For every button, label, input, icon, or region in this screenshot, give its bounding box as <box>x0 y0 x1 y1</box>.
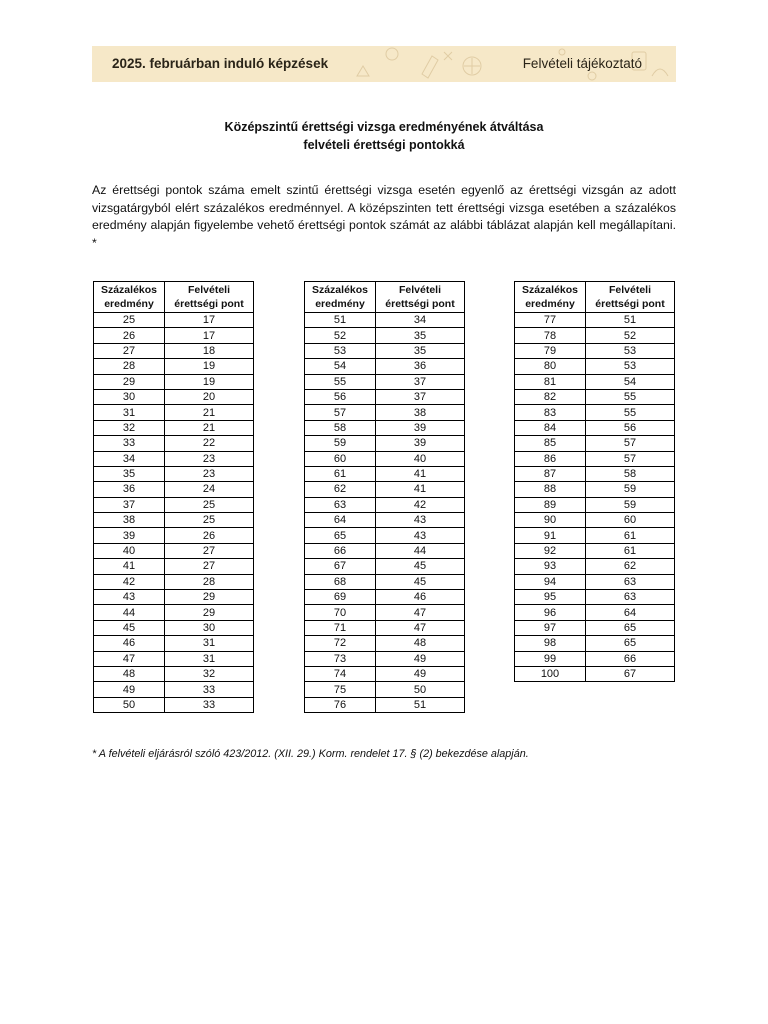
percent-cell: 43 <box>94 590 165 605</box>
table-row <box>515 513 675 528</box>
table-row <box>94 513 254 528</box>
table-row <box>305 328 465 343</box>
table-row <box>94 605 254 620</box>
points-cell: 31 <box>165 636 254 651</box>
points-cell: 21 <box>165 420 254 435</box>
points-cell: 63 <box>586 574 675 589</box>
table-row <box>94 682 254 697</box>
table-row <box>515 482 675 497</box>
percent-cell: 36 <box>94 482 165 497</box>
percent-cell: 49 <box>94 682 165 697</box>
table-row <box>515 420 675 435</box>
percent-cell: 95 <box>515 590 586 605</box>
points-cell: 43 <box>376 513 465 528</box>
points-cell: 17 <box>165 328 254 343</box>
points-cell: 48 <box>376 636 465 651</box>
points-cell: 19 <box>165 374 254 389</box>
table-row <box>94 389 254 404</box>
points-cell: 42 <box>376 497 465 512</box>
points-cell: 33 <box>165 682 254 697</box>
percent-cell: 92 <box>515 543 586 558</box>
table-row <box>94 343 254 358</box>
points-cell: 53 <box>586 343 675 358</box>
percent-cell: 57 <box>305 405 376 420</box>
percent-header-line2: eredmény <box>525 298 575 310</box>
percent-cell: 32 <box>94 420 165 435</box>
percent-cell: 38 <box>94 513 165 528</box>
table-row <box>94 590 254 605</box>
percent-header <box>305 282 376 313</box>
points-cell: 23 <box>165 451 254 466</box>
page-title-line1: Középszintű érettségi vizsga eredményének átváltása <box>224 120 544 134</box>
table-row <box>94 497 254 512</box>
percent-cell: 75 <box>305 682 376 697</box>
points-cell: 65 <box>586 620 675 635</box>
percent-header-line1: Százalékos <box>311 284 369 296</box>
points-cell: 49 <box>376 651 465 666</box>
table-row <box>515 466 675 481</box>
points-cell: 60 <box>586 513 675 528</box>
table-row <box>94 574 254 589</box>
points-header-line2: érettségi pont <box>174 298 244 310</box>
percent-cell: 65 <box>305 528 376 543</box>
points-cell: 18 <box>165 343 254 358</box>
table-row <box>305 451 465 466</box>
table-row <box>94 359 254 374</box>
points-cell: 64 <box>586 605 675 620</box>
table-row <box>515 528 675 543</box>
header-banner <box>92 46 676 82</box>
intro-paragraph: Az érettségi pontok száma emelt szintű érettségi vizsga esetén egyenlő az érettségi vizsgán az adott vizsgatárgyból elért százalékos eredménnyel. A középszinten tett érettségi vizsga esetében a százalékos eredmény alapján figyelembe vehető érettségi pontok számát az alábbi táblázat alapján kell megállapítani. * <box>92 183 676 250</box>
table-row <box>94 374 254 389</box>
table-row <box>94 651 254 666</box>
points-header-line2: érettségi pont <box>385 298 455 310</box>
table-row <box>94 436 254 451</box>
points-header <box>165 282 254 313</box>
table-row <box>515 651 675 666</box>
table-row <box>515 343 675 358</box>
percent-cell: 44 <box>94 605 165 620</box>
table-row <box>515 359 675 374</box>
table-row <box>515 405 675 420</box>
table-row <box>515 590 675 605</box>
points-cell: 33 <box>165 697 254 712</box>
footnote: * A felvételi eljárásról szóló 423/2012. (XII. 29.) Korm. rendelet 17. § (2) bekezdése alapján. <box>92 748 529 760</box>
table-row <box>305 559 465 574</box>
points-cell: 32 <box>165 666 254 681</box>
table-row <box>94 451 254 466</box>
percent-cell: 81 <box>515 374 586 389</box>
conversion-table-2 <box>304 281 465 713</box>
points-header <box>586 282 675 313</box>
percent-cell: 77 <box>515 313 586 328</box>
percent-cell: 35 <box>94 466 165 481</box>
percent-cell: 27 <box>94 343 165 358</box>
percent-cell: 71 <box>305 620 376 635</box>
table-row <box>305 697 465 712</box>
percent-cell: 61 <box>305 466 376 481</box>
percent-cell: 50 <box>94 697 165 712</box>
percent-cell: 82 <box>515 389 586 404</box>
points-cell: 47 <box>376 605 465 620</box>
table-row <box>94 420 254 435</box>
percent-cell: 45 <box>94 620 165 635</box>
points-cell: 19 <box>165 359 254 374</box>
percent-cell: 39 <box>94 528 165 543</box>
table-row <box>94 666 254 681</box>
points-cell: 43 <box>376 528 465 543</box>
points-cell: 17 <box>165 313 254 328</box>
points-cell: 52 <box>586 328 675 343</box>
table-row <box>515 574 675 589</box>
points-cell: 35 <box>376 328 465 343</box>
points-cell: 29 <box>165 590 254 605</box>
points-cell: 57 <box>586 436 675 451</box>
table-row <box>305 313 465 328</box>
percent-header-line1: Százalékos <box>100 284 158 296</box>
percent-cell: 72 <box>305 636 376 651</box>
table-row <box>305 636 465 651</box>
percent-cell: 70 <box>305 605 376 620</box>
percent-cell: 52 <box>305 328 376 343</box>
table-row <box>305 666 465 681</box>
points-cell: 59 <box>586 482 675 497</box>
table-row <box>515 374 675 389</box>
table-row <box>305 497 465 512</box>
percent-cell: 37 <box>94 497 165 512</box>
percent-cell: 99 <box>515 651 586 666</box>
percent-cell: 89 <box>515 497 586 512</box>
table-row <box>515 313 675 328</box>
table-row <box>305 543 465 558</box>
percent-cell: 64 <box>305 513 376 528</box>
percent-cell: 54 <box>305 359 376 374</box>
points-cell: 26 <box>165 528 254 543</box>
points-cell: 36 <box>376 359 465 374</box>
points-cell: 44 <box>376 543 465 558</box>
points-cell: 41 <box>376 466 465 481</box>
percent-cell: 73 <box>305 651 376 666</box>
points-cell: 67 <box>586 666 675 681</box>
points-cell: 38 <box>376 405 465 420</box>
percent-cell: 94 <box>515 574 586 589</box>
points-cell: 31 <box>165 651 254 666</box>
table-row <box>305 605 465 620</box>
points-cell: 39 <box>376 436 465 451</box>
points-cell: 53 <box>586 359 675 374</box>
table-row <box>515 543 675 558</box>
percent-cell: 93 <box>515 559 586 574</box>
table-row <box>515 389 675 404</box>
points-cell: 54 <box>586 374 675 389</box>
table-row <box>305 359 465 374</box>
table-row <box>94 405 254 420</box>
table-header-row <box>515 282 675 313</box>
table-row <box>94 313 254 328</box>
table-row <box>94 697 254 712</box>
table-header-row <box>94 282 254 313</box>
percent-cell: 80 <box>515 359 586 374</box>
table-row <box>305 436 465 451</box>
points-cell: 45 <box>376 574 465 589</box>
percent-cell: 87 <box>515 466 586 481</box>
table-row <box>94 328 254 343</box>
points-cell: 25 <box>165 497 254 512</box>
percent-header <box>515 282 586 313</box>
percent-cell: 28 <box>94 359 165 374</box>
table-row <box>305 343 465 358</box>
points-cell: 37 <box>376 374 465 389</box>
points-cell: 40 <box>376 451 465 466</box>
percent-cell: 30 <box>94 389 165 404</box>
percent-cell: 66 <box>305 543 376 558</box>
percent-cell: 88 <box>515 482 586 497</box>
points-cell: 51 <box>376 697 465 712</box>
table-row <box>305 420 465 435</box>
points-cell: 66 <box>586 651 675 666</box>
table-row <box>305 405 465 420</box>
table-row <box>305 513 465 528</box>
table-row <box>305 389 465 404</box>
percent-cell: 76 <box>305 697 376 712</box>
percent-cell: 47 <box>94 651 165 666</box>
table-row <box>94 636 254 651</box>
points-cell: 59 <box>586 497 675 512</box>
percent-cell: 97 <box>515 620 586 635</box>
points-cell: 37 <box>376 389 465 404</box>
percent-cell: 62 <box>305 482 376 497</box>
conversion-table-1 <box>93 281 254 713</box>
points-cell: 39 <box>376 420 465 435</box>
points-cell: 20 <box>165 389 254 404</box>
table-row <box>305 574 465 589</box>
conversion-table-3 <box>514 281 675 682</box>
percent-cell: 74 <box>305 666 376 681</box>
table-row <box>94 559 254 574</box>
points-cell: 27 <box>165 543 254 558</box>
percent-cell: 55 <box>305 374 376 389</box>
points-cell: 61 <box>586 543 675 558</box>
percent-cell: 63 <box>305 497 376 512</box>
table-row <box>515 451 675 466</box>
points-cell: 30 <box>165 620 254 635</box>
percent-cell: 56 <box>305 389 376 404</box>
table-row <box>305 590 465 605</box>
percent-cell: 67 <box>305 559 376 574</box>
table-row <box>305 528 465 543</box>
percent-cell: 86 <box>515 451 586 466</box>
percent-cell: 68 <box>305 574 376 589</box>
table-row <box>515 636 675 651</box>
percent-cell: 53 <box>305 343 376 358</box>
table-row <box>305 466 465 481</box>
points-cell: 25 <box>165 513 254 528</box>
table-row <box>94 543 254 558</box>
table-header-row <box>305 282 465 313</box>
percent-cell: 90 <box>515 513 586 528</box>
table-row <box>305 374 465 389</box>
table-row <box>515 328 675 343</box>
percent-cell: 29 <box>94 374 165 389</box>
points-cell: 63 <box>586 590 675 605</box>
table-row <box>94 620 254 635</box>
points-cell: 51 <box>586 313 675 328</box>
percent-cell: 85 <box>515 436 586 451</box>
points-cell: 46 <box>376 590 465 605</box>
percent-cell: 98 <box>515 636 586 651</box>
table-row <box>515 497 675 512</box>
percent-header <box>94 282 165 313</box>
points-cell: 49 <box>376 666 465 681</box>
percent-header-line1: Százalékos <box>521 284 579 296</box>
points-cell: 27 <box>165 559 254 574</box>
points-cell: 58 <box>586 466 675 481</box>
percent-cell: 41 <box>94 559 165 574</box>
banner-subtitle: Felvételi tájékoztató <box>522 56 642 71</box>
points-cell: 28 <box>165 574 254 589</box>
table-row <box>305 682 465 697</box>
percent-cell: 48 <box>94 666 165 681</box>
percent-header-line2: eredmény <box>104 298 154 310</box>
percent-cell: 78 <box>515 328 586 343</box>
points-header <box>376 282 465 313</box>
table-row <box>305 651 465 666</box>
percent-cell: 26 <box>94 328 165 343</box>
table-row <box>94 528 254 543</box>
points-header-line1: Felvételi <box>398 284 442 296</box>
points-cell: 65 <box>586 636 675 651</box>
percent-cell: 83 <box>515 405 586 420</box>
percent-cell: 59 <box>305 436 376 451</box>
table-row <box>305 482 465 497</box>
points-cell: 45 <box>376 559 465 574</box>
percent-cell: 69 <box>305 590 376 605</box>
points-cell: 50 <box>376 682 465 697</box>
percent-cell: 84 <box>515 420 586 435</box>
table-row <box>515 605 675 620</box>
table-row <box>515 436 675 451</box>
points-cell: 61 <box>586 528 675 543</box>
points-cell: 21 <box>165 405 254 420</box>
points-header-line2: érettségi pont <box>595 298 665 310</box>
percent-cell: 40 <box>94 543 165 558</box>
percent-cell: 96 <box>515 605 586 620</box>
page-title <box>92 118 676 154</box>
points-cell: 55 <box>586 389 675 404</box>
points-cell: 35 <box>376 343 465 358</box>
page-title-line2: felvételi érettségi pontokká <box>303 138 465 152</box>
points-cell: 22 <box>165 436 254 451</box>
banner-title: 2025. februárban induló képzések <box>112 56 329 71</box>
points-cell: 47 <box>376 620 465 635</box>
points-header-line1: Felvételi <box>608 284 652 296</box>
percent-cell: 58 <box>305 420 376 435</box>
percent-cell: 79 <box>515 343 586 358</box>
percent-cell: 100 <box>515 666 586 681</box>
percent-cell: 91 <box>515 528 586 543</box>
table-row <box>305 620 465 635</box>
points-cell: 34 <box>376 313 465 328</box>
points-cell: 56 <box>586 420 675 435</box>
percent-cell: 25 <box>94 313 165 328</box>
table-row <box>94 466 254 481</box>
points-cell: 24 <box>165 482 254 497</box>
table-row <box>94 482 254 497</box>
percent-cell: 60 <box>305 451 376 466</box>
points-cell: 57 <box>586 451 675 466</box>
percent-cell: 46 <box>94 636 165 651</box>
points-cell: 41 <box>376 482 465 497</box>
percent-cell: 34 <box>94 451 165 466</box>
points-cell: 62 <box>586 559 675 574</box>
percent-header-line2: eredmény <box>315 298 365 310</box>
table-row <box>515 559 675 574</box>
percent-cell: 33 <box>94 436 165 451</box>
percent-cell: 42 <box>94 574 165 589</box>
table-row <box>515 620 675 635</box>
points-cell: 23 <box>165 466 254 481</box>
percent-cell: 51 <box>305 313 376 328</box>
points-cell: 55 <box>586 405 675 420</box>
points-cell: 29 <box>165 605 254 620</box>
percent-cell: 31 <box>94 405 165 420</box>
table-row <box>515 666 675 681</box>
points-header-line1: Felvételi <box>187 284 231 296</box>
